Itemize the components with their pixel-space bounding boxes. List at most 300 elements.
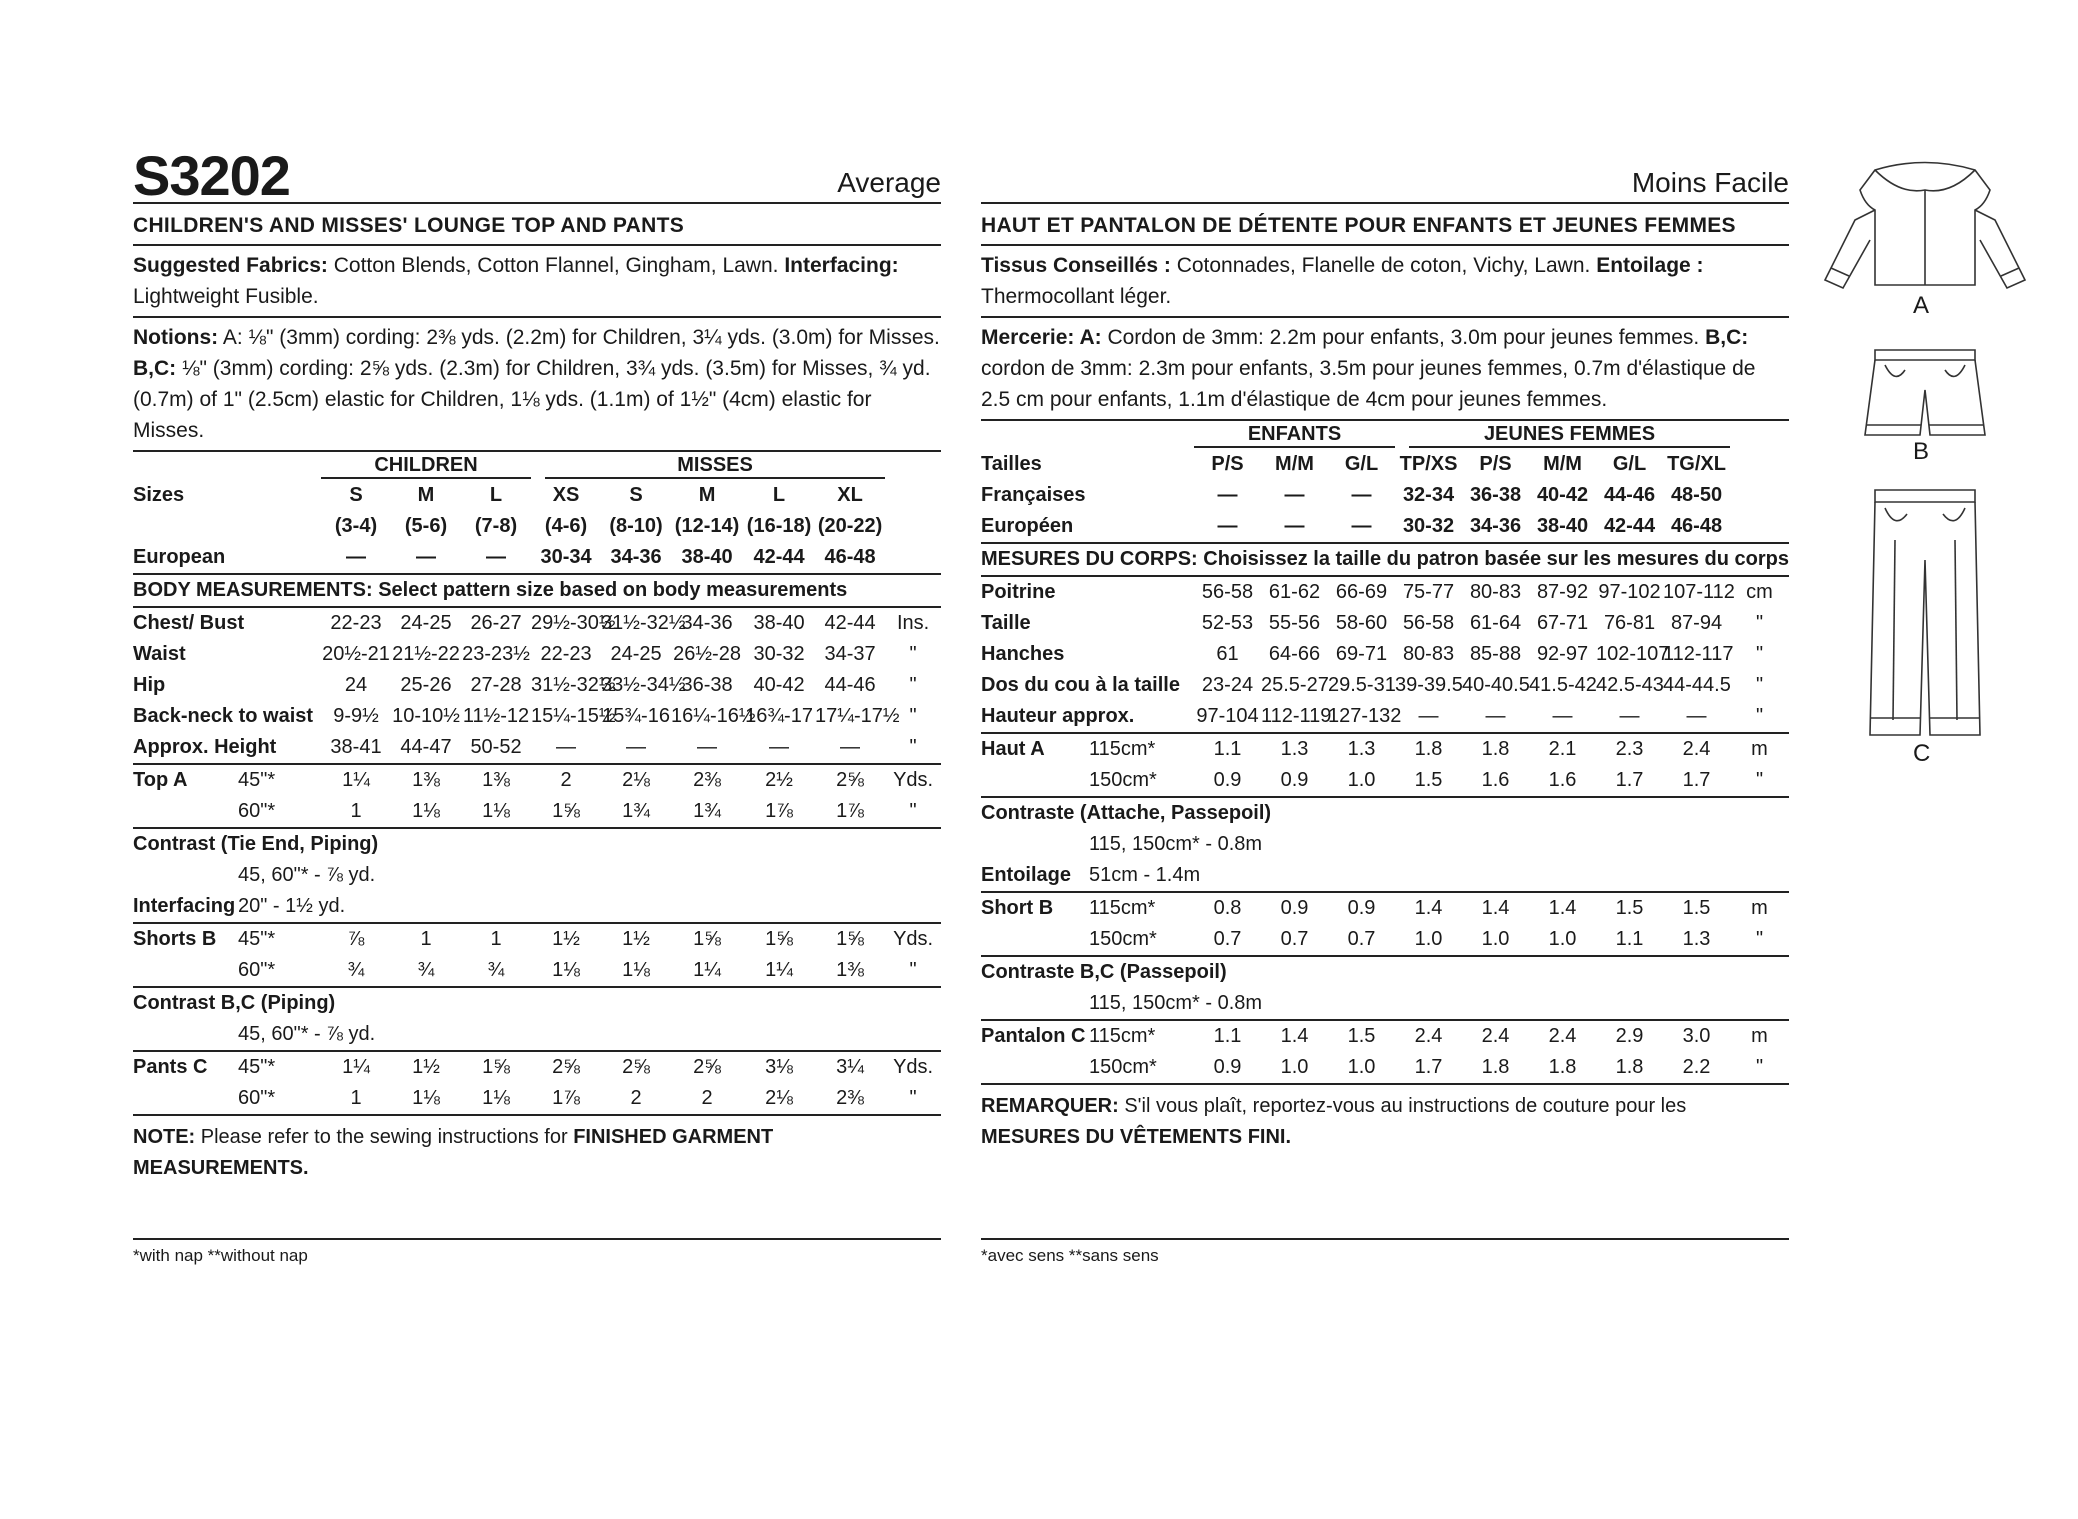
note-bold: MESURES DU VÊTEMENTS FINI. (981, 1126, 1292, 1148)
yardage-cell: 1¾ (671, 796, 743, 828)
unit-cell: " (909, 674, 917, 696)
note-en (133, 1116, 941, 1184)
european-cell: 38-40 (671, 542, 743, 574)
note-label: NOTE: (133, 1126, 196, 1148)
european-cell: 46-48 (1663, 511, 1730, 543)
contrast-bc-value: 45, 60"* - ⅞ yd. (238, 1019, 941, 1051)
difficulty-en: Average (837, 167, 941, 198)
notions-en (133, 318, 941, 452)
francaises-cell: — (1284, 484, 1305, 506)
body-label: Poitrine (981, 581, 1056, 603)
body-cell: 9-9½ (333, 705, 379, 727)
contrast-bc-value: 115, 150cm* - 0.8m (1089, 988, 1789, 1020)
view-label-pants-c: Pantalon C (981, 1025, 1086, 1047)
unit-cell: " (885, 1083, 941, 1115)
unit-cell: " (1730, 701, 1789, 733)
body-label: Taille (981, 612, 1031, 634)
title-fr: HAUT ET PANTALON DE DÉTENTE POUR ENFANTS ET JEUNES FEMMES (981, 204, 1789, 246)
size-cell: TG/XL (1667, 453, 1726, 475)
body-cell: 64-66 (1268, 643, 1321, 665)
body-row (133, 639, 941, 670)
yardage-cell: 1⅛ (531, 955, 601, 987)
body-cell: 10-10½ (392, 705, 460, 727)
yardage-cell: 1 (321, 796, 391, 828)
body-cell: 102-107 (1596, 643, 1670, 665)
yardage-cell: 1.8 (1481, 738, 1510, 760)
body-row (981, 701, 1789, 733)
body-cell: 69-71 (1335, 643, 1388, 665)
body-cell: 36-38 (681, 674, 733, 696)
yardage-cell: 1.0 (1261, 1052, 1328, 1084)
body-cell: 107-112 (1663, 581, 1735, 603)
body-cell: 31½-32½ (601, 612, 686, 634)
european-cell: 38-40 (1529, 511, 1596, 543)
body-cell: 23-24 (1201, 674, 1254, 696)
yardage-cell: 1.0 (1462, 924, 1529, 956)
interfacing-row (133, 891, 941, 923)
size-range-cell: (12-14) (674, 515, 740, 537)
yardage-cell: 2⅝ (836, 769, 864, 791)
yardage-cell: ¾ (391, 955, 461, 987)
unit-cell: Ins. (896, 612, 930, 634)
unit-cell: " (1755, 643, 1764, 665)
body-cell: — (1529, 701, 1596, 733)
yardage-cell: 0.9 (1261, 765, 1328, 797)
body-cell: 61-62 (1268, 581, 1321, 603)
yardage-cell: 1½ (552, 928, 580, 950)
body-label: Back-neck to waist (133, 705, 314, 727)
body-cell: 16¼-16½ (671, 705, 756, 727)
notions-bc-text: ⅛" (3mm) cording: 2⅝ yds. (2.3m) for Children, 3¾ yds. (3.5m) for Misses, ¾ yd. (0.7m) of 1" (2.5cm) elastic for Children, 1⅛ yds. (1.1m) of 1½" (4cm) elastic for Misses. (133, 357, 931, 442)
body-cell: — (1462, 701, 1529, 733)
yardage-cell: 1⅞ (815, 796, 885, 828)
body-label: Dos du cou à la taille (981, 674, 1180, 696)
contrast-a-value: 45, 60"* - ⅞ yd. (238, 864, 376, 886)
contrast-a-label: Contraste (Attache, Passepoil) (981, 802, 1272, 824)
fabric-width: 115cm* (1089, 738, 1156, 760)
body-cell: 22-23 (540, 643, 592, 665)
body-label: Approx. Height (133, 732, 321, 764)
size-table-en (133, 452, 941, 1116)
body-cell: 39-39.5 (1395, 674, 1463, 696)
fabric-width: 60"* (238, 1083, 321, 1115)
yardage-cell: 1.8 (1529, 1052, 1596, 1084)
yardage-cell: 0.9 (1194, 765, 1261, 797)
fabric-width: 115cm* (1089, 1025, 1156, 1047)
body-cell: — (815, 732, 885, 764)
francaises-cell: 48-50 (1670, 484, 1723, 506)
body-cell: 40-40.5 (1462, 674, 1530, 696)
european-cell: 34-36 (1462, 511, 1529, 543)
yardage-cell: 2⅝ (552, 1056, 580, 1078)
body-cell: 25-26 (400, 674, 452, 696)
yardage-cell: 1⅝ (482, 1056, 510, 1078)
yardage-cell: 1.1 (1213, 738, 1242, 760)
yardage-cell: 1.7 (1395, 1052, 1462, 1084)
yardage-row (981, 765, 1789, 797)
footnote-fr: *avec sens **sans sens (981, 1238, 1789, 1266)
unit-cell: " (1755, 674, 1764, 696)
yardage-cell: 2.4 (1481, 1025, 1510, 1047)
body-cell: 42.5-43 (1596, 674, 1664, 696)
yardage-cell: 1¼ (743, 955, 815, 987)
francaises-cell: — (1351, 484, 1372, 506)
sizes-label: Tailles (981, 453, 1042, 475)
size-cell: L (489, 484, 503, 506)
contrast-a-label: Contrast (Tie End, Piping) (133, 833, 379, 855)
francaises-cell: — (1217, 484, 1238, 506)
note-text: S'il vous plaît, reportez-vous au instructions de couture pour les (1118, 1095, 1687, 1117)
english-column (133, 140, 941, 1184)
interfacing-label: Interfacing: (784, 254, 899, 277)
yardage-cell: ⅞ (347, 928, 365, 950)
european-cell: — (391, 542, 461, 574)
header-en (133, 140, 941, 207)
yardage-row (133, 1051, 941, 1083)
view-letter-c: C (1913, 740, 1931, 767)
unit-cell: " (1730, 1052, 1789, 1084)
francaises-label: Françaises (981, 484, 1086, 506)
body-row (981, 670, 1789, 701)
notions-a-text: Cordon de 3mm: 2.2m pour enfants, 3.0m pour jeunes femmes. (1101, 326, 1706, 349)
european-cell: 30-32 (1395, 511, 1462, 543)
fabric-width: 115cm* (1089, 897, 1156, 919)
yardage-cell: 0.7 (1328, 924, 1395, 956)
sizes-row-fr (981, 449, 1789, 480)
yardage-cell: 1.5 (1615, 897, 1644, 919)
unit-cell: Yds. (893, 1056, 934, 1078)
body-label: Hauteur approx. (981, 701, 1194, 733)
fabrics-text: Cotton Blends, Cotton Flannel, Gingham, Lawn. (327, 254, 785, 277)
body-cell: — (1663, 701, 1730, 733)
yardage-cell: 2⅝ (693, 1056, 721, 1078)
size-ranges-row-en (133, 511, 941, 542)
body-cell: 44-47 (391, 732, 461, 764)
view-label-shorts-b: Short B (981, 897, 1054, 919)
contrast-a-value-row (981, 829, 1789, 860)
yardage-cell: 2.2 (1663, 1052, 1730, 1084)
european-cell: 42-44 (1596, 511, 1663, 543)
yardage-cell: 1⅜ (815, 955, 885, 987)
yardage-cell: 2.4 (1414, 1025, 1443, 1047)
body-cell: 75-77 (1402, 581, 1455, 603)
yardage-cell: 0.9 (1194, 1052, 1261, 1084)
yardage-cell: ¾ (321, 955, 391, 987)
body-cell: 24-25 (400, 612, 452, 634)
yardage-cell: 0.9 (1347, 897, 1376, 919)
body-cell: 40-42 (753, 674, 805, 696)
fabric-width: 45"* (238, 1056, 276, 1078)
body-row (133, 607, 941, 639)
yardage-cell: 1.0 (1529, 924, 1596, 956)
size-cell: TP/XS (1399, 453, 1458, 475)
size-cell: P/S (1211, 453, 1244, 475)
yardage-cell: 1¼ (671, 955, 743, 987)
fabric-width: 45"* (238, 928, 276, 950)
header-fr (981, 140, 1789, 204)
european-row-fr (981, 511, 1789, 543)
fabrics-text: Cotonnades, Flanelle de coton, Vichy, Lawn. (1170, 254, 1597, 277)
body-cell: 15¾-16 (602, 705, 670, 727)
body-row (133, 732, 941, 764)
body-heading-row-fr (981, 543, 1789, 576)
francaises-cell: 40-42 (1536, 484, 1589, 506)
unit-cell: " (1730, 765, 1789, 797)
size-cell: M/M (1543, 453, 1582, 475)
interfacing-row-label: Entoilage (981, 860, 1089, 892)
notions-a-text: A: ⅛" (3mm) cording: 2⅜ yds. (2.2m) for Children, 3¼ yds. (3.0m) for Misses. (218, 326, 940, 349)
francaises-row (981, 480, 1789, 511)
group-children-fr: ENFANTS (1194, 422, 1395, 448)
yardage-cell: 1⅛ (461, 796, 531, 828)
group-misses-fr: JEUNES FEMMES (1409, 422, 1730, 448)
size-cell: XS (552, 484, 580, 506)
size-cell: S (349, 484, 363, 506)
view-label-pants-c: Pants C (133, 1056, 208, 1078)
francaises-cell: 32-34 (1402, 484, 1455, 506)
yardage-cell: 1 (420, 928, 432, 950)
notions-bc-label: B,C: (1705, 326, 1749, 349)
yardage-cell: 2.4 (1682, 738, 1711, 760)
yardage-cell: 2½ (765, 769, 793, 791)
unit-cell: m (1751, 897, 1768, 919)
yardage-cell: 1.6 (1529, 765, 1596, 797)
body-heading-fr: MESURES DU CORPS: Choisissez la taille du patron basée sur les mesures du corps (981, 543, 1789, 576)
unit-cell: " (909, 705, 917, 727)
note-fr (981, 1085, 1789, 1153)
yardage-cell: 0.7 (1194, 924, 1261, 956)
fabrics-label: Tissus Conseillés : (981, 254, 1171, 277)
yardage-row (133, 796, 941, 828)
body-cell: 127-132 (1328, 701, 1395, 733)
yardage-cell: 1.3 (1347, 738, 1376, 760)
fabric-width: 150cm* (1089, 1052, 1194, 1084)
yardage-row (981, 1052, 1789, 1084)
body-cell: 24 (344, 674, 368, 696)
unit-cell: " (909, 643, 917, 665)
body-cell: 92-97 (1536, 643, 1589, 665)
yardage-row (981, 1020, 1789, 1052)
european-cell: 46-48 (815, 542, 885, 574)
body-heading-row-en (133, 574, 941, 607)
body-cell: 16¾-17 (745, 705, 813, 727)
footnote-en: *with nap **without nap (133, 1238, 941, 1266)
body-cell: 41.5-42 (1529, 674, 1597, 696)
size-range-cell: (7-8) (474, 515, 518, 537)
unit-cell: m (1751, 738, 1768, 760)
note-bold: FINISHED GARMENT MEASUREMENTS. (133, 1126, 774, 1179)
yardage-cell: 1.7 (1663, 765, 1730, 797)
european-cell: — (1261, 511, 1328, 543)
body-label: Hip (133, 674, 166, 696)
contrast-bc-value-row (981, 988, 1789, 1020)
european-cell: — (321, 542, 391, 574)
size-table-fr (981, 421, 1789, 1085)
body-row (981, 608, 1789, 639)
yardage-cell: 1⅛ (461, 1083, 531, 1115)
yardage-cell: 3.0 (1682, 1025, 1711, 1047)
size-range-cell: (16-18) (746, 515, 812, 537)
size-cell: XL (837, 484, 863, 506)
contrast-a-row (981, 797, 1789, 829)
yardage-cell: 2⅜ (693, 769, 721, 791)
interfacing-row (981, 860, 1789, 892)
yardage-cell: 1½ (412, 1056, 440, 1078)
european-cell: — (1328, 511, 1395, 543)
body-cell: 38-40 (753, 612, 805, 634)
body-cell: 34-36 (681, 612, 733, 634)
yardage-cell: 2⅛ (743, 1083, 815, 1115)
european-cell: 42-44 (743, 542, 815, 574)
sizes-row-en (133, 480, 941, 511)
body-cell: 56-58 (1402, 612, 1455, 634)
body-cell: 112-117 (1663, 643, 1734, 665)
yardage-cell: 0.8 (1213, 897, 1242, 919)
body-heading-en: BODY MEASUREMENTS: Select pattern size based on body measurements (133, 574, 941, 607)
fabrics-label: Suggested Fabrics: (133, 254, 328, 277)
fabric-width: 45"* (238, 769, 276, 791)
yardage-cell: 2 (671, 1083, 743, 1115)
group-row-en (133, 452, 941, 480)
body-cell: 56-58 (1201, 581, 1254, 603)
yardage-row (981, 924, 1789, 956)
unit-cell: Yds. (893, 928, 934, 950)
contrast-a-value-row (133, 860, 941, 891)
yardage-cell: 3⅛ (765, 1056, 793, 1078)
yardage-cell: 1⅛ (391, 796, 461, 828)
size-cell: P/S (1479, 453, 1512, 475)
contrast-bc-row (133, 987, 941, 1019)
body-cell: 61-64 (1469, 612, 1522, 634)
body-label: Hanches (981, 643, 1065, 665)
unit-cell: m (1751, 1025, 1768, 1047)
fabric-width: 150cm* (1089, 924, 1194, 956)
unit-cell: cm (1746, 581, 1773, 603)
yardage-cell: 1.8 (1462, 1052, 1529, 1084)
note-text: Please refer to the sewing instructions for (195, 1126, 574, 1148)
size-cell: M/M (1275, 453, 1314, 475)
yardage-cell: 1.8 (1596, 1052, 1663, 1084)
notions-label: Mercerie: (981, 326, 1075, 349)
group-row-fr (981, 421, 1789, 449)
yardage-cell: 1.0 (1395, 924, 1462, 956)
yardage-cell: 1.8 (1414, 738, 1443, 760)
european-label: Européen (981, 511, 1089, 543)
body-cell: 58-60 (1335, 612, 1388, 634)
yardage-cell: 1⅜ (482, 769, 510, 791)
body-cell: 24-25 (610, 643, 662, 665)
size-range-cell: (8-10) (609, 515, 663, 537)
body-cell: 11½-12 (462, 705, 530, 727)
body-cell: 26½-28 (673, 643, 741, 665)
notions-bc-label: B,C: (133, 357, 177, 380)
contrast-bc-label: Contrast B,C (Piping) (133, 992, 336, 1014)
body-cell: 85-88 (1469, 643, 1522, 665)
yardage-cell: 1.4 (1280, 1025, 1309, 1047)
pattern-number: S3202 (133, 144, 290, 207)
fabrics-fr (981, 246, 1789, 318)
interfacing-text: Lightweight Fusible. (133, 285, 319, 308)
notions-label: Notions: (133, 326, 219, 349)
view-label-shorts-b: Shorts B (133, 928, 217, 950)
body-cell: 87-92 (1536, 581, 1589, 603)
body-cell: 61 (1216, 643, 1239, 665)
yardage-cell: 0.9 (1280, 897, 1309, 919)
unit-cell: " (1730, 924, 1789, 956)
notions-a-label: A: (1074, 326, 1102, 349)
yardage-cell: 1.5 (1347, 1025, 1376, 1047)
fabric-width: 60"* (238, 955, 321, 987)
yardage-cell: 1⅛ (601, 955, 671, 987)
interfacing-row-value: 51cm - 1.4m (1089, 860, 1789, 892)
body-cell: — (601, 732, 671, 764)
yardage-cell: 1⅞ (531, 1083, 601, 1115)
size-cell: G/L (1344, 453, 1379, 475)
interfacing-row-label: Interfacing (133, 891, 238, 923)
group-misses-en: MISSES (545, 453, 885, 479)
contrast-a-value: 115, 150cm* - 0.8m (1089, 833, 1263, 855)
pants-icon (1815, 480, 2035, 750)
body-cell: 50-52 (461, 732, 531, 764)
body-cell: 31½-32½ (531, 674, 616, 696)
size-cell: G/L (1612, 453, 1647, 475)
yardage-cell: 1 (321, 1083, 391, 1115)
yardage-cell: 2⅜ (815, 1083, 885, 1115)
body-cell: — (1596, 701, 1663, 733)
yardage-row (981, 892, 1789, 924)
yardage-cell: 1.7 (1596, 765, 1663, 797)
yardage-cell: 1 (490, 928, 502, 950)
fabric-width: 60"* (238, 796, 321, 828)
contrast-bc-row (981, 956, 1789, 988)
body-cell: 17¼-17½ (815, 705, 900, 727)
lounge-top-icon (1815, 150, 2035, 300)
body-cell: 29.5-31 (1328, 674, 1396, 696)
yardage-cell: 3¼ (836, 1056, 864, 1078)
body-cell: — (531, 732, 601, 764)
yardage-cell: 1⅝ (693, 928, 721, 950)
title-en: CHILDREN'S AND MISSES' LOUNGE TOP AND PANTS (133, 204, 941, 246)
size-range-cell: (5-6) (404, 515, 448, 537)
body-cell: 80-83 (1402, 643, 1455, 665)
body-row (981, 639, 1789, 670)
body-cell: 15¼-15½ (531, 705, 616, 727)
yardage-cell: 1½ (622, 928, 650, 950)
yardage-cell: 1.6 (1462, 765, 1529, 797)
unit-cell: Yds. (893, 769, 934, 791)
yardage-cell: 1⅛ (391, 1083, 461, 1115)
body-cell: 67-71 (1536, 612, 1589, 634)
garment-views (1815, 150, 2035, 770)
european-cell: — (1194, 511, 1261, 543)
european-cell: 30-34 (531, 542, 601, 574)
european-cell: 34-36 (601, 542, 671, 574)
yardage-cell: 1.4 (1548, 897, 1577, 919)
notions-fr (981, 318, 1789, 421)
body-cell: 20½-21 (322, 643, 390, 665)
body-cell: 97-102 (1598, 581, 1661, 603)
group-children-en: CHILDREN (321, 453, 531, 479)
francaises-cell: 44-46 (1603, 484, 1656, 506)
yardage-cell: 1.3 (1280, 738, 1309, 760)
body-cell: 23-23½ (462, 643, 530, 665)
body-cell: — (743, 732, 815, 764)
view-letter-a: A (1913, 292, 1930, 319)
interfacing-row-value: 20" - 1½ yd. (238, 891, 941, 923)
size-cell: M (417, 484, 435, 506)
body-cell: 112-119 (1261, 701, 1328, 733)
body-row (981, 576, 1789, 608)
